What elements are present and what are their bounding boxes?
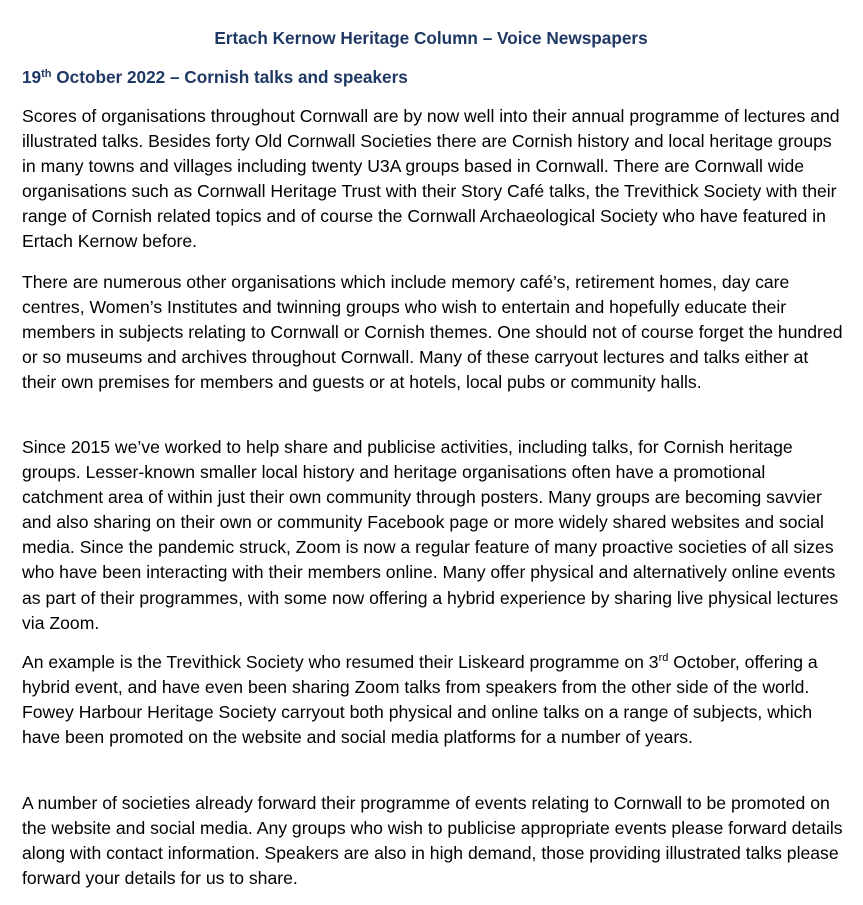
paragraph-example-before: An example is the Trevithick Society who resumed their Liskeard programme on 3	[22, 652, 659, 672]
paragraph-organisations: Scores of organisations throughout Cornwall are by now well into their annual programme of lectures and illustrated talks. Besides forty Old Cornwall Societies there are Cornish history and local heritage groups in many towns and villages including twenty U3A groups based in Cornwall. There are Cornwall wide organisations such as Cornwall Heritage Trust with their Story Café talks, the Trevithick Society with their range of Cornish related topics and of course the Cornwall Archaeological Society who have featured in Ertach Kernow before.	[22, 106, 840, 252]
column-title: Ertach Kernow Heritage Column – Voice Newspapers	[214, 28, 648, 48]
dateline-day-suffix: th	[41, 68, 52, 80]
paragraph-other-organisations: There are numerous other organisations which include memory café’s, retirement homes, day care centres, Women’s Institutes and twinning groups who wish to entertain and hopefully educate their members in subjects relating to Cornwall or Cornish themes. One should not of course forget the hundred or so museums and archives throughout Cornwall. Many of these carryout lectures and talks either at their own premises for members and guests or at hotels, local pubs or community halls.	[22, 272, 843, 393]
paragraph-example	[22, 650, 847, 750]
paragraph-example-superscript: rd	[658, 652, 669, 664]
dateline-rest: October 2022 – Cornish talks and speakers	[51, 67, 408, 87]
article-dateline	[22, 66, 408, 88]
paragraph-example-after: October, offering a hybrid event, and have even been sharing Zoom talks from speakers from the other side of the world. Fowey Harbour Heritage Society carryout both physical and online talks on a range of subjects, which have been promoted on the website and social media platforms for a number of years.	[22, 652, 818, 748]
dateline-day: 19	[22, 67, 42, 87]
paragraph-forward-programme: A number of societies already forward their programme of events relating to Cornwall to be promoted on the website and social media. Any groups who wish to publicise appropriate events please forward details along with contact information. Speakers are also in high demand, those providing illustrated talks please forward your details for us to share.	[22, 793, 843, 889]
paragraph-since-2015: Since 2015 we’ve worked to help share and publicise activities, including talks, for Cornish heritage groups. Lesser-known smaller local history and heritage organisations often have a promotional catchment area of within just their own community through posters. Many groups are becoming savvier and also sharing on their own or community Facebook page or more widely shared websites and social media. Since the pandemic struck, Zoom is now a regular feature of many proactive societies of all sizes who have been interacting with their members online. Many offer physical and alternatively online events as part of their programmes, with some now offering a hybrid experience by sharing live physical lectures via Zoom.	[22, 437, 839, 633]
